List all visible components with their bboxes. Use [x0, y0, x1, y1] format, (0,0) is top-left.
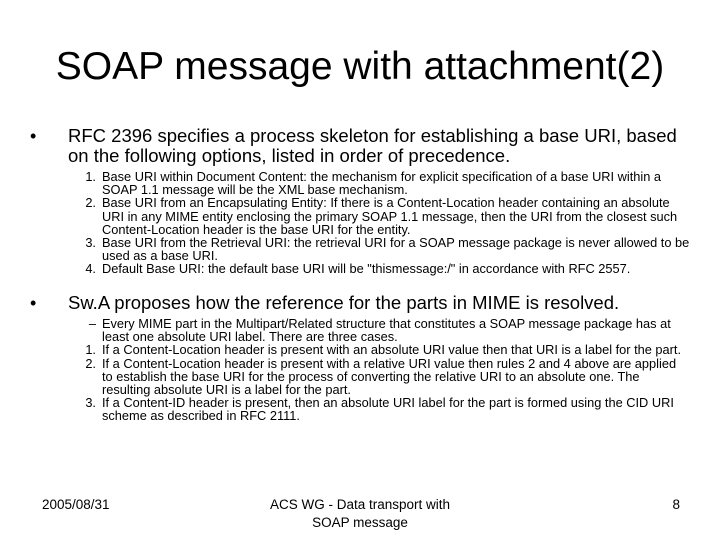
- bullet-marker: •: [30, 293, 37, 313]
- bullet-2-text: Sw.A proposes how the reference for the parts in MIME is resolved.: [68, 292, 620, 313]
- list-item: 2. If a Content-Location header is present with a relative URI value then rules 2 and 4 above are applied to establish the base URI for the process of converting the relative URI to an absolute one. The resulting absolute URI is a label for the part.: [85, 355, 677, 398]
- list-item: – Every MIME part in the Multipart/Related structure that constitutes a SOAP message package has at least one absolute URI label. There are three cases.: [88, 316, 671, 345]
- bullet-2-list: [70, 317, 690, 423]
- footer-date: 2005/08/31: [42, 497, 110, 512]
- bullet-marker: •: [30, 126, 37, 146]
- bullet-1: [0, 126, 720, 166]
- page-number: 8: [672, 497, 680, 512]
- bullet-2: [0, 293, 720, 313]
- bullet-1-list: [70, 170, 690, 276]
- bullet-1-text: RFC 2396 specifies a process skeleton for establishing a base URI, based on the following options, listed in order of precedence.: [68, 125, 677, 166]
- list-item: 4. Default Base URI: the default base URI will be "thismessage:/" in accordance with RFC 2557.: [85, 261, 631, 277]
- list-item: 3. If a Content-ID header is present, then an absolute URI label for the part is formed using the CID URI scheme as described in RFC 2111.: [85, 395, 674, 424]
- slide-title: SOAP message with attachment(2): [55, 45, 665, 88]
- list-item: 3. Base URI from the Retrieval URI: the retrieval URI for a SOAP message package is never allowed to be used as a base URI.: [85, 235, 690, 264]
- footer-title: ACS WG - Data transport with SOAP message: [269, 497, 451, 530]
- list-item: 1. If a Content-Location header is present with an absolute URI value then that URI is a label for the part.: [85, 342, 682, 358]
- list-item: 2. Base URI from an Encapsulating Entity: If there is a Content-Location header containing an absolute URI in any MIME entity enclosing the primary SOAP 1.1 message, then the URI from the closest such Content-Location header is the base URI for the entity.: [85, 195, 678, 237]
- list-item: 1. Base URI within Document Content: the mechanism for explicit specification of a base URI within a SOAP 1.1 message will be the XML base mechanism.: [85, 169, 662, 198]
